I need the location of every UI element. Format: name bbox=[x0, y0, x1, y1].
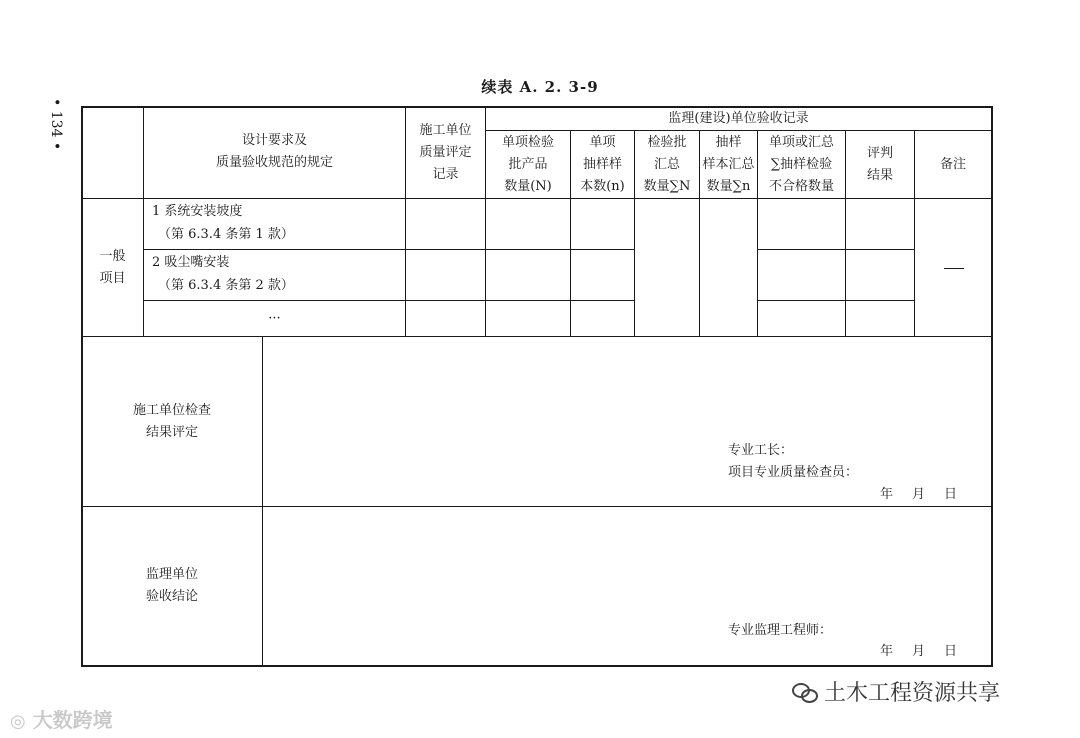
construction-date-day: 日 bbox=[944, 487, 958, 502]
supervision-date-day: 日 bbox=[944, 644, 958, 659]
more-items-ellipsis: ··· bbox=[268, 310, 281, 326]
supervision-date-month: 月 bbox=[912, 644, 926, 659]
watermark-left: ◎ 大数跨境 bbox=[10, 708, 113, 732]
construction-eval-header: 施工单位 质量评定 记录 bbox=[419, 123, 472, 182]
supervision-conclusion-label: 监理单位 验收结论 bbox=[145, 567, 198, 604]
col-sample-sum-header: 抽样 样本汇总 数量∑n bbox=[702, 134, 755, 194]
col-remark-header: 备注 bbox=[939, 156, 966, 172]
design-requirements-header: 设计要求及 质量验收规范的规定 bbox=[215, 133, 333, 170]
item-2-title: 2 吸尘嘴安装 bbox=[152, 255, 230, 270]
col-sample-size-header: 单项 抽样样 本数(n) bbox=[580, 134, 625, 194]
table-title: 续表 A. 2. 3-9 bbox=[481, 78, 599, 96]
remark-dash bbox=[944, 268, 964, 269]
wechat-icon bbox=[792, 681, 818, 703]
item-1-title: 1 系统安装坡度 bbox=[152, 204, 243, 219]
foreman-signature-label: 专业工长： bbox=[728, 443, 794, 458]
item-2-clause: （第 6.3.4 条第 2 款） bbox=[158, 278, 294, 293]
construction-date-month: 月 bbox=[912, 487, 926, 502]
page-number: • 134 • bbox=[48, 98, 64, 151]
col-batch-sum-header: 检验批 汇总 数量∑N bbox=[643, 134, 691, 194]
weibo-icon: ◎ bbox=[10, 711, 26, 732]
inspector-signature-label: 项目专业质量检查员： bbox=[728, 465, 859, 480]
col-unqualified-header: 单项或汇总 ∑抽样检验 不合格数量 bbox=[768, 134, 834, 194]
engineer-signature-label: 专业监理工程师： bbox=[728, 623, 833, 638]
construction-date-year: 年 bbox=[880, 487, 894, 502]
watermark-right: 土木工程资源共享 bbox=[792, 676, 1000, 707]
general-items-label: 一般 项目 bbox=[99, 248, 126, 286]
item-1-clause: （第 6.3.4 条第 1 款） bbox=[158, 227, 294, 242]
col-batch-quantity-header: 单项检验 批产品 数量(N) bbox=[501, 134, 554, 194]
col-judgement-header: 评判 结果 bbox=[866, 145, 893, 183]
supervision-record-header: 监理(建设)单位验收记录 bbox=[668, 110, 809, 126]
supervision-date-year: 年 bbox=[880, 644, 894, 659]
construction-check-label: 施工单位检查 结果评定 bbox=[132, 402, 211, 440]
